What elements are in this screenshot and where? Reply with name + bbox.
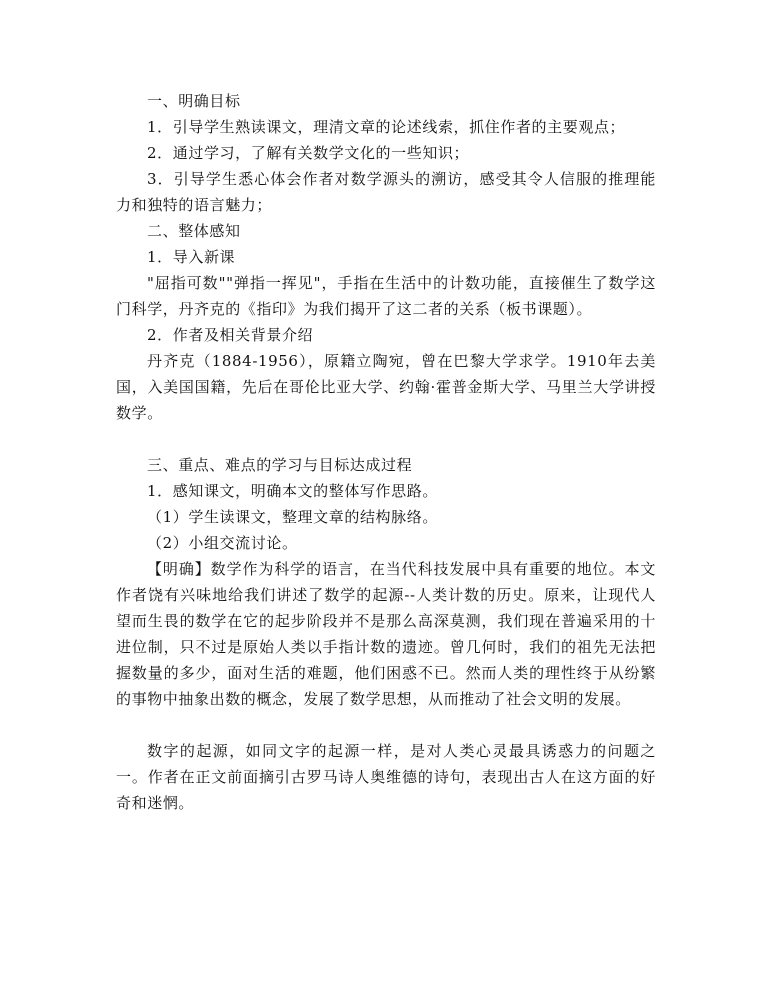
goal-item-1: 1．引导学生熟读课文，理清文章的论述线索，抓住作者的主要观点； [147,118,626,136]
subheading-perceive: 1．感知课文，明确本文的整体写作思路。 [147,482,438,500]
answer-paragraph: 【明确】数学作为科学的语言，在当代科技发展中具有重要的地位。本文作者饶有兴味地给我们讲述了数学的起源--人类计数的历史。原来，让现代人望而生畏的数学在它的起步阶段并不是那么高深莫测，我们现在普遍采用的十进位制，只不过是原始人类以手指计数的遗迹。曾几何时，我们的祖先无法把握数量的多少，面对生活的难题，他们困惑不已。然而人类的理性终于从纷繁的事物中抽象出数的概念，发展了数学思想，从而推动了社会文明的发展。 [116,560,656,708]
author-paragraph: 丹齐克（1884-1956），原籍立陶宛，曾在巴黎大学求学。1910年去美国，入美国国籍，先后在哥伦比亚大学、约翰·霍普金斯大学、马里兰大学讲授数学。 [116,352,656,422]
goal-item-3: 3．引导学生悉心体会作者对数学源头的溯访，感受其令人信服的推理能力和独特的语言魅力； [116,170,656,214]
spacer [116,426,656,452]
goal-item-2: 2．通过学习，了解有关数学文化的一些知识； [147,144,470,162]
subheading-intro: 1．导入新课 [147,248,236,266]
spacer [116,712,656,738]
step-1: （1）学生读课文，整理文章的结构脉络。 [147,508,438,526]
closing-paragraph: 数字的起源，如同文字的起源一样，是对人类心灵最具诱惑力的问题之一。作者在正文前面摘引古罗马诗人奥维德的诗句，表现出古人在这方面的好奇和迷惘。 [116,742,656,812]
section-heading-overview: 二、整体感知 [147,222,241,240]
subheading-author: 2．作者及相关背景介绍 [147,326,314,344]
intro-paragraph: "屈指可数""弹指一挥见"，手指在生活中的计数功能，直接催生了数学这门科学，丹齐克的《指印》为我们揭开了这二者的关系（板书课题）。 [116,274,656,318]
section-heading-keypoints: 三、重点、难点的学习与目标达成过程 [147,456,413,474]
step-2: （2）小组交流讨论。 [147,534,298,552]
document-body [116,88,656,816]
section-heading-goals: 一、明确目标 [147,92,241,110]
